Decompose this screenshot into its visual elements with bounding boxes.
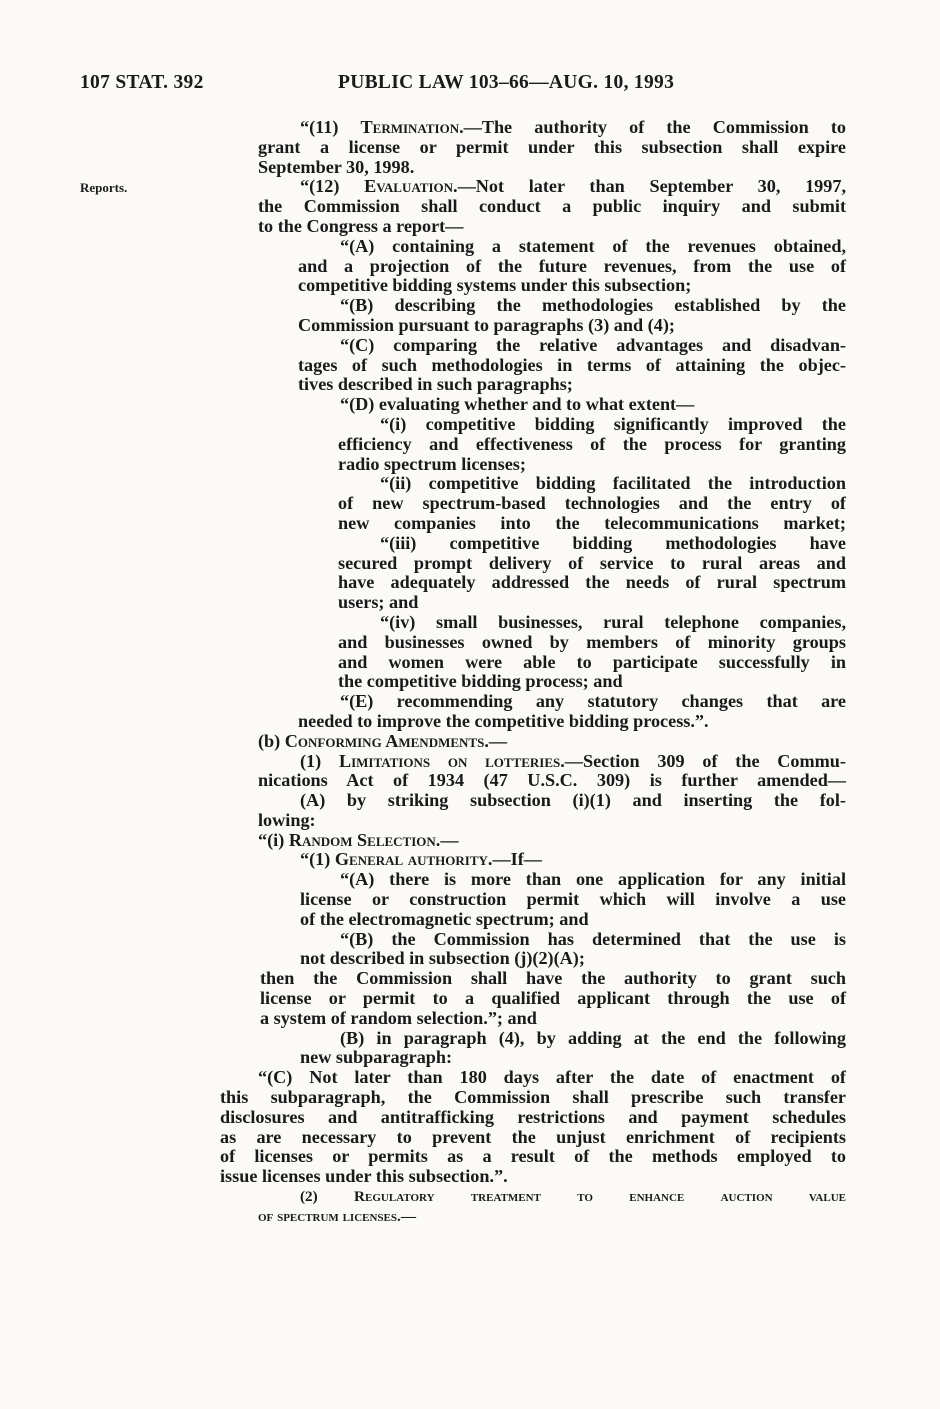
text-line: “(iii) competitive bidding methodologies have [380,532,846,553]
text-line: “(B) the Commission has determined that the use is [340,928,846,949]
text-line: of licenses or permits as a result of the methods employed to [220,1146,846,1167]
text-line: competitive bidding systems under this subsection; [298,275,692,296]
text-line: (2) Regulatory treatment to enhance auction value [300,1188,846,1206]
text-line: have adequately addressed the needs of rural spectrum [338,572,846,593]
text-line: the Commission shall conduct a public inquiry and submit [258,196,846,217]
text-line: “(B) describing the methodologies established by the [340,295,846,316]
text-line: tages of such methodologies in terms of attaining the objec- [298,354,846,375]
text-line: new subparagraph: [300,1047,453,1068]
text-line: “(D) evaluating whether and to what extent— [340,394,695,415]
text-line: (A) by striking subsection (i)(1) and inserting the fol- [300,790,846,811]
text-line: nications Act of 1934 (47 U.S.C. 309) is further amended— [258,770,846,791]
text-line: “(A) containing a statement of the revenues obtained, [340,235,846,256]
text-line: “(C) comparing the relative advantages and disadvan- [340,334,846,355]
text-line: “(iv) small businesses, rural telephone companies, [380,611,846,632]
text-line: “(E) recommending any statutory changes that are [340,691,846,712]
text-line: secured prompt delivery of service to rural areas and [338,552,846,573]
text-line: new companies into the telecommunications market; [338,512,846,533]
text-line: (b) Conforming Amendments.— [258,730,508,751]
text-line: “(ii) competitive bidding facilitated the introduction [380,473,846,494]
text-line: (B) in paragraph (4), by adding at the end the following [340,1027,846,1048]
text-line: license or permit to a qualified applicant through the use of [260,988,846,1009]
text-line: (1) Limitations on lotteries.—Section 309 of the Commu- [300,750,846,771]
text-line: “(1) General authority.—If— [300,849,542,870]
text-line: disclosures and antitrafficking restrictions and payment schedules [220,1106,846,1127]
text-line: “(12) Evaluation.—Not later than September 30, 1997, [300,176,846,197]
text-line: as are necessary to prevent the unjust enrichment of recipients [220,1126,846,1147]
text-line: lowing: [258,809,316,830]
text-line: this subparagraph, the Commission shall prescribe such transfer [220,1087,846,1108]
text-line: to the Congress a report— [258,215,464,236]
text-line: and businesses owned by members of minority groups [338,631,846,652]
text-line: then the Commission shall have the authority to grant such [260,968,846,989]
margin-note: Reports. [80,180,128,195]
text-line: and women were able to participate successfully in [338,651,846,672]
text-line: a system of random selection.”; and [260,1007,537,1028]
text-line: not described in subsection (j)(2)(A); [300,948,585,969]
text-line: the competitive bidding process; and [338,671,623,692]
text-line: Commission pursuant to paragraphs (3) and (4); [298,314,675,335]
text-line: issue licenses under this subsection.”. [220,1166,508,1187]
text-line: “(A) there is more than one application for any initial [340,869,846,890]
running-title: PUBLIC LAW 103–66—AUG. 10, 1993 [338,72,675,93]
text-line: radio spectrum licenses; [338,453,526,474]
text-line: “(11) Termination.—The authority of the Commission to [300,117,846,137]
text-line: license or construction permit which will involve a use [300,889,846,910]
text-line: efficiency and effectiveness of the process for granting [338,433,846,454]
text-line: “(i) Random Selection.— [258,829,459,850]
text-line: needed to improve the competitive bidding process.”. [298,710,709,731]
text-line: “(C) Not later than 180 days after the date of enactment of [258,1067,846,1088]
text-line: grant a license or permit under this subsection shall expire [258,136,846,157]
stat-reference: 107 STAT. 392 [80,72,204,93]
text-line: of new spectrum-based technologies and the entry of [338,493,846,514]
statute-body [0,118,940,1227]
text-line: of the electromagnetic spectrum; and [300,908,589,929]
text-line: “(i) competitive bidding significantly improved the [380,413,846,434]
text-line: and a projection of the future revenues, from the use of [298,255,846,276]
text-line: tives described in such paragraphs; [298,374,573,395]
text-line: September 30, 1998. [258,156,415,177]
text-line: of spectrum licenses.— [258,1207,416,1225]
text-line: users; and [338,592,419,613]
